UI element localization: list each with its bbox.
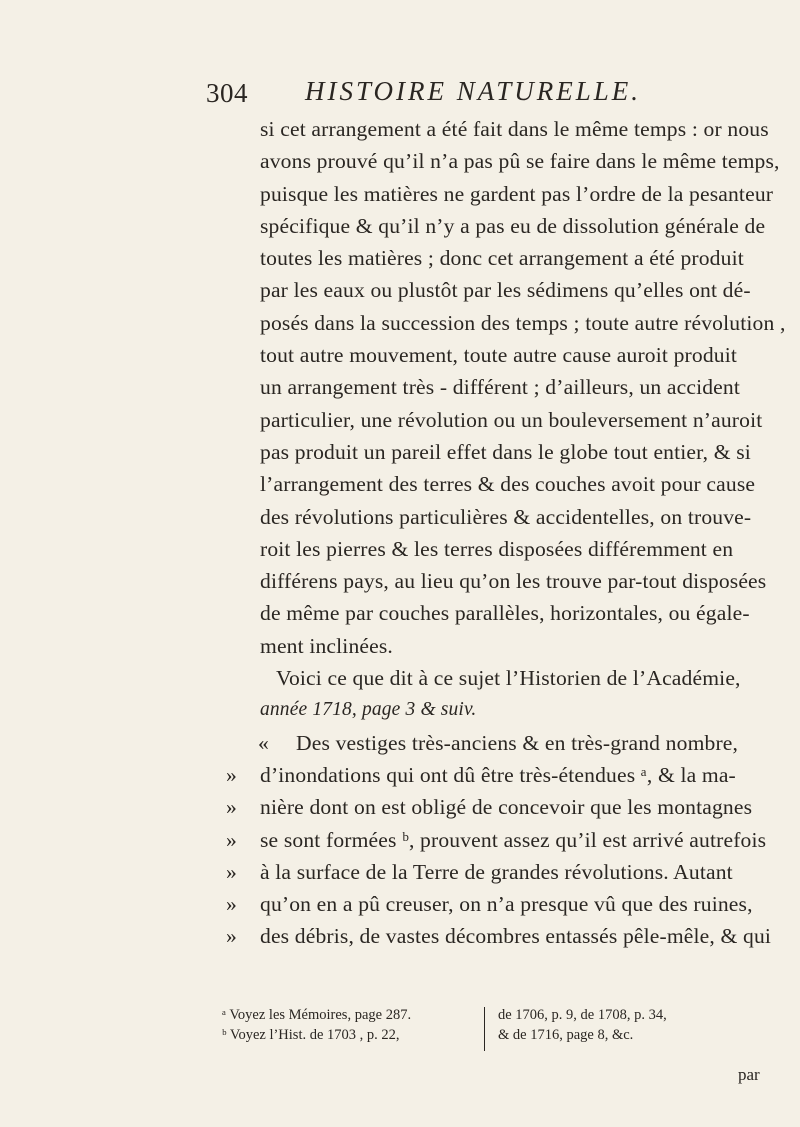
quote-mark: » <box>226 827 237 852</box>
quote-mark: » <box>226 859 237 884</box>
text-line: si cet arrangement a été fait dans le même temps : or nous <box>260 117 769 141</box>
text-line: des révolutions particulières & accidentelles, on trouve- <box>260 504 752 529</box>
quote-line <box>226 759 780 791</box>
quote-line <box>226 824 780 856</box>
text-line: avons prouvé qu’il n’a pas pû se faire dans le même temps, <box>260 149 780 174</box>
footnote-b: ᵇ Voyez l’Hist. de 1703 , p. 22, <box>222 1027 400 1043</box>
text-line: par les eaux ou plustôt par les sédimens qu’elles ont dé- <box>260 278 751 303</box>
quote-mark: » <box>226 924 237 949</box>
quote-line <box>260 727 780 759</box>
footnotes-right-column <box>498 1005 778 1045</box>
quote-text: à la surface de la Terre de grandes révolutions. Autant <box>260 859 733 884</box>
text-line: un arrangement très - différent ; d’ailleurs, un accident <box>260 375 741 400</box>
page-number: 304 <box>206 78 248 108</box>
catchword: par <box>738 1065 760 1084</box>
text-line: pas produit un pareil effet dans le globe tout entier, & si <box>260 439 751 464</box>
footnote-divider <box>484 1007 485 1051</box>
text-line: posés dans la succession des temps ; toute autre révolution , <box>260 310 786 335</box>
text-line: Voici ce que dit à ce sujet l’Historien de l’Académie, <box>276 666 741 691</box>
quote-line <box>226 920 780 952</box>
quote-mark: » <box>226 762 237 787</box>
page-header <box>206 74 642 108</box>
footnotes <box>222 1005 782 1075</box>
paragraph-1 <box>260 113 786 662</box>
quote-mark: « <box>258 730 269 755</box>
quote-text: d’inondations qui ont dû être très-étendues ᵃ, & la ma- <box>260 762 736 787</box>
text-line: ment inclinées. <box>260 633 393 658</box>
footnote-continuation: & de 1716, page 8, &c. <box>498 1027 634 1043</box>
quote-text: nière dont on est obligé de concevoir que les montagnes <box>260 795 753 820</box>
quote-line <box>226 888 780 920</box>
text-line: différens pays, au lieu qu’on les trouve par-tout disposées <box>260 569 767 594</box>
quotation <box>226 727 780 953</box>
quote-mark: » <box>226 892 237 917</box>
text-line: particulier, une révolution ou un bouleversement n’auroit <box>260 407 763 432</box>
quote-text: des débris, de vastes décombres entassés pêle-mêle, & qui <box>260 924 772 949</box>
text-line: spécifique & qu’il n’y a pas eu de dissolution générale de <box>260 213 766 238</box>
text-line: roit les pierres & les terres disposées différemment en <box>260 536 734 561</box>
footnotes-left-column <box>222 1005 492 1045</box>
footnote-continuation: de 1706, p. 9, de 1708, p. 34, <box>498 1007 667 1023</box>
quote-text: qu’on en a pû creuser, on n’a presque vû que des ruines, <box>260 892 753 917</box>
quote-text: Des vestiges très-anciens & en très-grand nombre, <box>296 730 739 755</box>
running-title: HISTOIRE NATURELLE. <box>305 76 642 106</box>
text-line: l’arrangement des terres & des couches avoit pour cause <box>260 472 756 497</box>
paragraph-2 <box>260 662 780 727</box>
footnote-a: ᵃ Voyez les Mémoires, page 287. <box>222 1007 412 1023</box>
quote-mark: » <box>226 795 237 820</box>
quote-line <box>226 856 780 888</box>
quote-line <box>226 791 780 823</box>
citation-line: année 1718, page 3 & suiv. <box>260 699 477 721</box>
text-line: de même par couches parallèles, horizontales, ou égale- <box>260 601 750 626</box>
main-text <box>226 113 786 953</box>
text-line: tout autre mouvement, toute autre cause auroit produit <box>260 343 738 368</box>
text-line: puisque les matières ne gardent pas l’ordre de la pesanteur <box>260 181 774 206</box>
text-line: toutes les matières ; donc cet arrangement a été produit <box>260 246 744 271</box>
quote-text: se sont formées ᵇ, prouvent assez qu’il est arrivé autrefois <box>260 827 767 852</box>
